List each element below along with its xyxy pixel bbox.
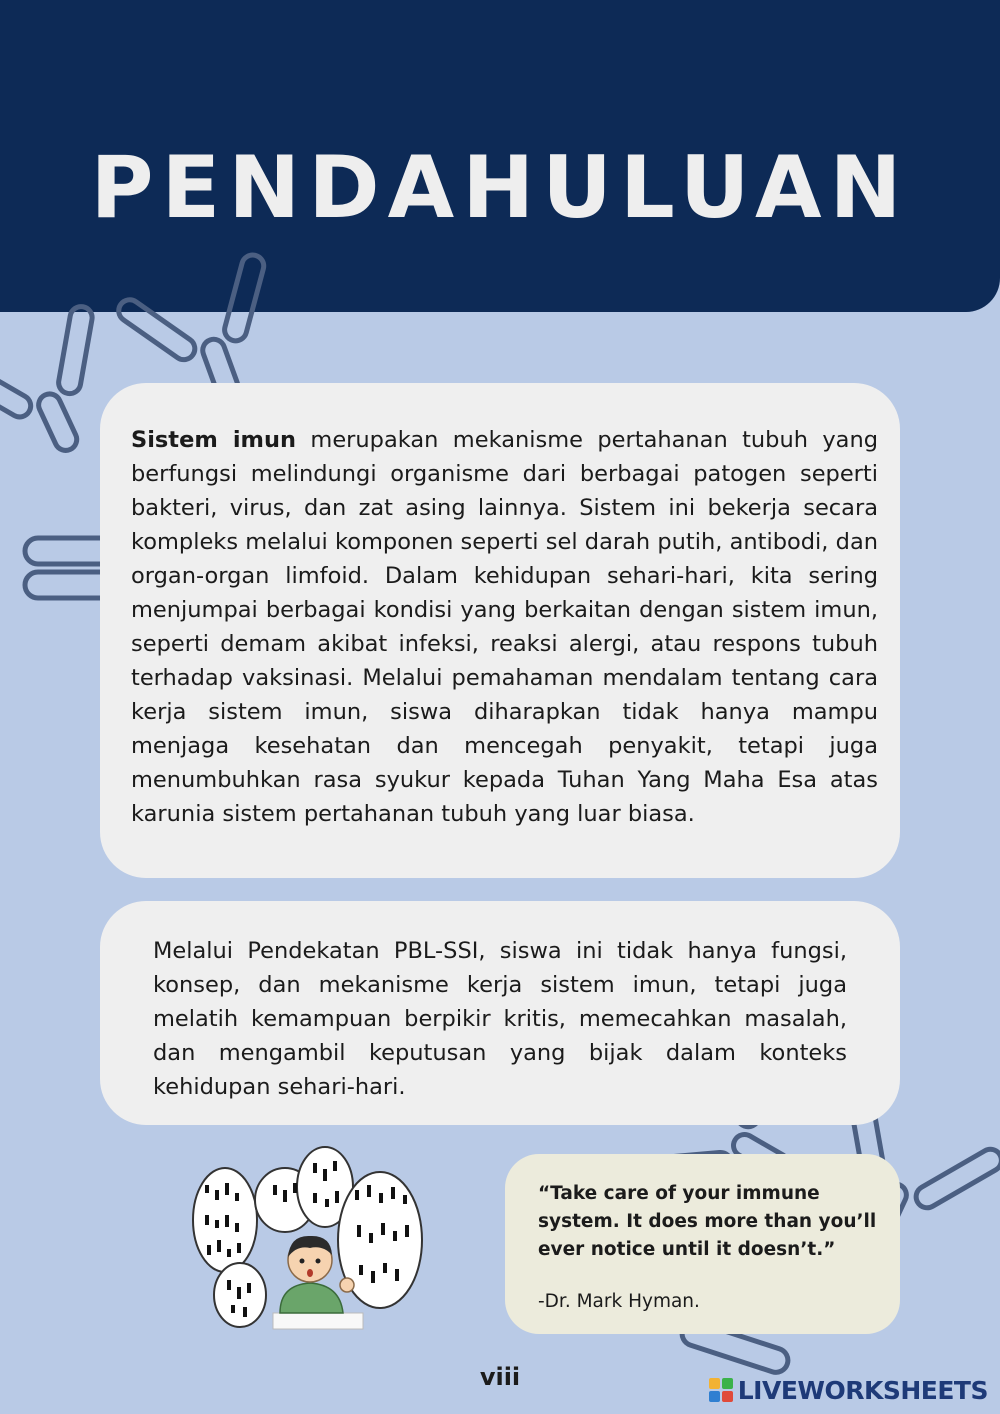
quote-text: “Take care of your immune system. It does more than you’ll ever notice until it doesn’t.” (538, 1183, 877, 1260)
approach-card (100, 901, 900, 1125)
quote-author: -Dr. Mark Hyman. (538, 1291, 700, 1312)
liveworksheets-watermark[interactable] (708, 1373, 988, 1407)
liveworksheets-logo-icon (708, 1377, 734, 1403)
approach-paragraph: Melalui Pendekatan PBL-SSI, siswa ini tidak hanya fungsi, konsep, dan mekanisme kerja sistem imun, tetapi juga melatih kemampuan berpikir kritis, memecahkan masalah, dan mengambil keputusan yang bijak dalam konteks kehidupan sehari-hari. (153, 938, 847, 1100)
page-number: viii (479, 1363, 521, 1391)
student-thinking-icon (185, 1145, 435, 1335)
liveworksheets-text: LIVEWORKSHEETS (737, 1375, 988, 1405)
intro-body: merupakan mekanisme pertahanan tubuh yang berfungsi melindungi organisme dari berbagai patogen seperti bakteri, virus, dan zat asing lainnya. Sistem ini bekerja secara kompleks melalui komponen seperti sel darah putih, antibodi, dan organ-organ limfoid. Dalam kehidupan sehari-hari, kita sering menjumpai berbagai kondisi yang berkaitan dengan sistem imun, seperti demam akibat infeksi, reaksi alergi, atau respons tubuh terhadap vaksinasi. Melalui pemahaman mendalam tentang cara kerja sistem imun, siswa diharapkan tidak hanya mampu menjaga kesehatan dan mencegah penyakit, tetapi juga menumbuhkan rasa syukur kepada Tuhan Yang Maha Esa atas karunia sistem pertahanan tubuh yang luar biasa. (131, 427, 878, 827)
quote-card (505, 1154, 900, 1334)
page-title: PENDAHULUAN (90, 138, 910, 238)
intro-paragraph (131, 423, 878, 831)
intro-bold-lead: Sistem imun (131, 427, 297, 453)
intro-card (100, 383, 900, 878)
